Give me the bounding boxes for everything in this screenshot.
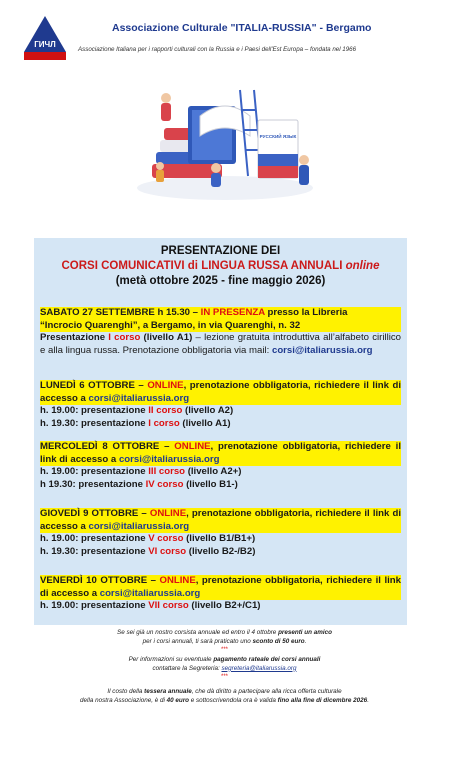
session-time: h. 19.30: presentazione xyxy=(40,545,149,557)
event-2-info: , prenotazione obbligatoria, richiedere il link di accesso a xyxy=(40,380,402,404)
heading xyxy=(34,244,407,289)
session-time: h. 19.00: presentazione xyxy=(40,405,149,417)
course-name: I corso xyxy=(148,417,180,429)
stars-divider: *** xyxy=(220,674,228,681)
note-text: Se sei già un nostro corsista annuale ed entro il 4 ottobre xyxy=(117,629,279,636)
course-name: IV corso xyxy=(145,478,184,490)
note-text: , che dà diritto a partecipare alla ricca offerta culturale xyxy=(191,688,342,695)
event-3-date: MERCOLEDÌ 8 OTTOBRE xyxy=(40,441,160,452)
heading-line2 xyxy=(34,259,407,274)
event-5-mode: ONLINE xyxy=(159,575,196,586)
heading-main: CORSI COMUNICATIVI di LINGUA RUSSA ANNUALI xyxy=(61,260,343,272)
course-level: (livello B2+/C1) xyxy=(188,600,261,612)
course-name: V corso xyxy=(148,533,184,545)
course-name: I corso xyxy=(108,332,141,344)
course-name: II corso xyxy=(148,405,183,417)
email-link[interactable]: corsi@italiarussia.org xyxy=(88,392,190,404)
org-title: Associazione Culturale "ITALIA-RUSSIA" - Bergamo xyxy=(112,22,372,34)
secretariat-email-link[interactable]: segreteria@italiarussia.org xyxy=(221,664,297,672)
org-subtitle: Associazione Italiana per i rapporti culturali con la Russia e i Paesi dell'Est Europa – fondata nel 1966 xyxy=(78,46,357,53)
note-text: . xyxy=(367,696,369,704)
event-3-header xyxy=(40,441,401,466)
courses-panel xyxy=(34,238,407,625)
session-time: h. 19.00: presentazione xyxy=(40,600,149,612)
email-link[interactable]: corsi@italiarussia.org xyxy=(99,587,201,599)
logo-text: ГИЧЛ xyxy=(34,40,56,49)
note-text: e sottoscrivendola ora è valida xyxy=(189,696,278,704)
session-time: h. 19.00: presentazione xyxy=(40,533,149,545)
event-5-date: VENERDÌ 10 OTTOBRE xyxy=(40,575,148,586)
note-bold: fino alla fine di dicembre 2026 xyxy=(277,696,368,704)
pres-label: Presentazione xyxy=(40,332,109,344)
note-bold: pagamento rateale dei corsi annuali xyxy=(213,656,321,663)
course-level: (livello A2+) xyxy=(185,466,242,478)
event-1-date: SABATO 27 SETTEMBRE h 15.30 xyxy=(40,307,190,318)
course-level: (livello B1-) xyxy=(183,478,238,490)
note-bold: tessera annuale xyxy=(144,688,192,695)
event-1-desc xyxy=(40,332,401,357)
note-text: della nostra Associazione, è di xyxy=(80,696,167,704)
session-time: h 19.30: presentazione xyxy=(40,478,146,490)
heading-online: online xyxy=(345,260,380,272)
course-level: (livello A2) xyxy=(182,405,234,417)
stars-divider: *** xyxy=(220,647,228,654)
heading-line1: PRESENTAZIONE DEI xyxy=(160,245,281,257)
event-3-mode: ONLINE xyxy=(174,441,211,452)
friend-discount-note xyxy=(34,629,415,655)
session-row xyxy=(40,546,401,559)
course-level: (livello B2-/B2) xyxy=(186,545,256,557)
session-row xyxy=(40,418,401,431)
event-2-mode: ONLINE xyxy=(147,380,184,391)
event-5-header xyxy=(40,575,401,600)
session-time: h. 19.00: presentazione xyxy=(40,466,149,478)
event-lunedi xyxy=(40,380,401,430)
books-illustration xyxy=(130,76,320,204)
event-venerdi xyxy=(40,575,401,613)
event-1-header xyxy=(40,307,401,332)
heading-line3: (metà ottobre 2025 - fine maggio 2026) xyxy=(115,275,326,287)
course-level: (livello B1/B1+) xyxy=(183,533,256,545)
note-text: Per informazioni su eventuale xyxy=(128,656,214,663)
payment-note xyxy=(34,656,415,682)
event-1-mode: IN PRESENZA xyxy=(200,307,265,318)
event-sabato xyxy=(40,307,401,357)
course-level: (livello A1) xyxy=(179,417,231,429)
course-name: VII corso xyxy=(148,600,189,612)
association-logo xyxy=(22,14,68,62)
note-bold: presenti un amico xyxy=(278,629,332,636)
note-bold: 40 euro xyxy=(166,696,190,704)
event-mercoledi xyxy=(40,441,401,491)
dash: – xyxy=(138,508,150,519)
dash: – xyxy=(159,441,175,452)
event-1-place: presso la Libreria xyxy=(264,307,348,318)
event-1-description: – lezione gratuita introduttiva all’alfabeto cirillico e alla lingua russa. Prenotazione obbligatoria via mail: xyxy=(40,332,401,356)
session-row xyxy=(40,466,401,479)
session-time: h. 19.30: presentazione xyxy=(40,417,149,429)
email-link[interactable]: corsi@italiarussia.org xyxy=(88,520,190,532)
note-text: Il costo della xyxy=(107,688,145,695)
dash: – xyxy=(147,575,160,586)
session-row xyxy=(40,533,401,546)
session-row xyxy=(40,405,401,418)
event-1-address: “Incrocio Quarenghi”, a Bergamo, in via Quarenghi, n. 32 xyxy=(40,319,301,331)
dash: – xyxy=(134,380,148,391)
note-text: per i corsi annuali, ti sarà praticato uno xyxy=(142,637,253,645)
course-name: III corso xyxy=(148,466,186,478)
note-text: contattare la Segreteria: xyxy=(152,664,222,672)
event-4-mode: ONLINE xyxy=(149,508,187,519)
session-row xyxy=(40,600,401,613)
email-link[interactable]: corsi@italiarussia.org xyxy=(118,453,220,465)
session-row xyxy=(40,479,401,492)
course-name: VI corso xyxy=(148,545,187,557)
note-bold: sconto di 50 euro xyxy=(252,637,305,645)
event-giovedi xyxy=(40,508,401,558)
event-3-info: , prenotazione obbligatoria, richiedere il link di accesso a xyxy=(40,441,401,465)
course-level: (livello A1) xyxy=(140,332,193,344)
book-label: РУССКИЙ ЯЗЫК xyxy=(259,134,297,139)
event-5-info: , prenotazione obbligatoria, richiedere il link di accesso a xyxy=(40,575,401,599)
event-4-date: GIOVEDÌ 9 OTTOBRE xyxy=(40,508,139,519)
event-4-info: , prenotazione obbligatoria, richiedere il link di accesso a xyxy=(40,508,401,532)
event-2-header xyxy=(40,380,401,405)
dash: – xyxy=(190,307,201,318)
membership-note xyxy=(34,688,415,705)
event-2-date: LUNEDÌ 6 OTTOBRE xyxy=(40,380,135,391)
email-link[interactable]: corsi@italiarussia.org xyxy=(271,344,373,356)
event-4-header xyxy=(40,508,401,533)
note-text: . xyxy=(304,637,307,645)
